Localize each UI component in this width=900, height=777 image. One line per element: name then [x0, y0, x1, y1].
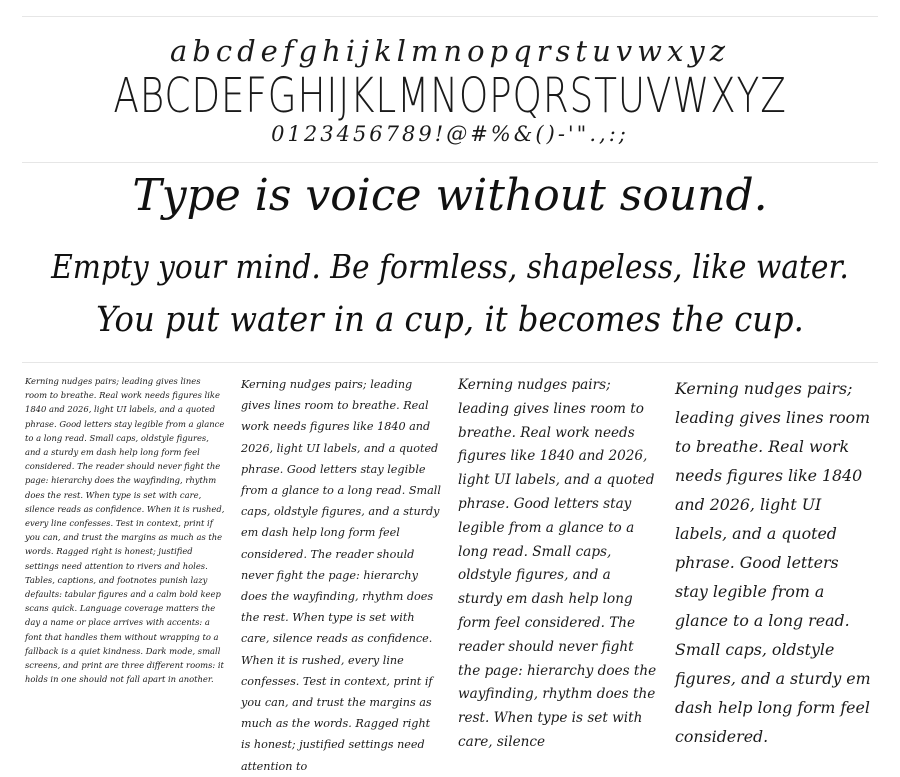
body-text-column-xlarge: Kerning nudges pairs; leading gives lines room to breathe. Real work needs figures like 1840 and 2026, light UI labels, and a quoted phrase. Good letters stay legible from a glance to a long read. Small caps, oldstyle figures, and a sturdy em dash help long form feel considered. — [675, 379, 871, 746]
body-text-column-large: Kerning nudges pairs; leading gives lines room to breathe. Real work needs figures like 1840 and 2026, light UI labels, and a quoted phrase. Good letters stay legible from a glance to a long read. Small caps, oldstyle figures, and a sturdy em dash help long form feel considered. The reader should never fight the page: hierarchy does the wayfinding, rhythm does the rest. When type is set with care, silence — [458, 377, 657, 750]
sample-line-medium-2: You put water in a cup, it becomes the cup. — [96, 300, 804, 340]
figures-specimen: 0123456789!@#%&()-'".,:; — [271, 122, 629, 146]
sample-line-large: Type is voice without sound. — [132, 170, 768, 221]
body-text-column-small: Kerning nudges pairs; leading gives lines room to breathe. Real work needs figures like 1840 and 2026, light UI labels, and a quoted phrase. Good letters stay legible from a glance to a long read. Small caps, oldstyle figures, and a sturdy em dash help long form feel considered. The reader should never fight the page: hierarchy does the wayfinding, rhythm does the rest. When type is set with care, silence reads as confidence. When it is rushed, every line confesses. Test in context, print if you can, and trust the margins as much as the words. Ragged right is honest; justified settings need attention to rivers and holes. Tables, captions, and footnotes punish lazy defaults: tabular figures and a calm bold keep scans quick. Language coverage matters the day a name or place arrives with accents: a font that handles them without wrapping to a fallback is a quiet kindness. Dark mode, small screens, and print are three different rooms: it holds in one should not fall apart in another. — [25, 376, 225, 685]
uppercase-specimen: ABCDEFGHIJKLMNOPQRSTUVWXYZ — [113, 68, 787, 124]
body-text-column-medium: Kerning nudges pairs; leading gives lines room to breathe. Real work needs figures like 1840 and 2026, light UI labels, and a quoted phrase. Good letters stay legible from a glance to a long read. Small caps, oldstyle figures, and a sturdy em dash help long form feel considered. The reader should never fight the page: hierarchy does the wayfinding, rhythm does the rest. When type is set with care, silence reads as confidence. When it is rushed, every line confesses. Test in context, print if you can, and trust the margins as much as the words. Ragged right is honest; justified settings need attention to — [241, 378, 441, 773]
sample-line-medium: Empty your mind. Be formless, shapeless, like water. — [51, 247, 849, 286]
top-divider — [22, 16, 878, 17]
samples-divider — [22, 362, 878, 363]
lowercase-specimen: abcdefghijklmnopqrstuvwxyz — [170, 34, 730, 68]
specimen-divider — [22, 162, 878, 163]
